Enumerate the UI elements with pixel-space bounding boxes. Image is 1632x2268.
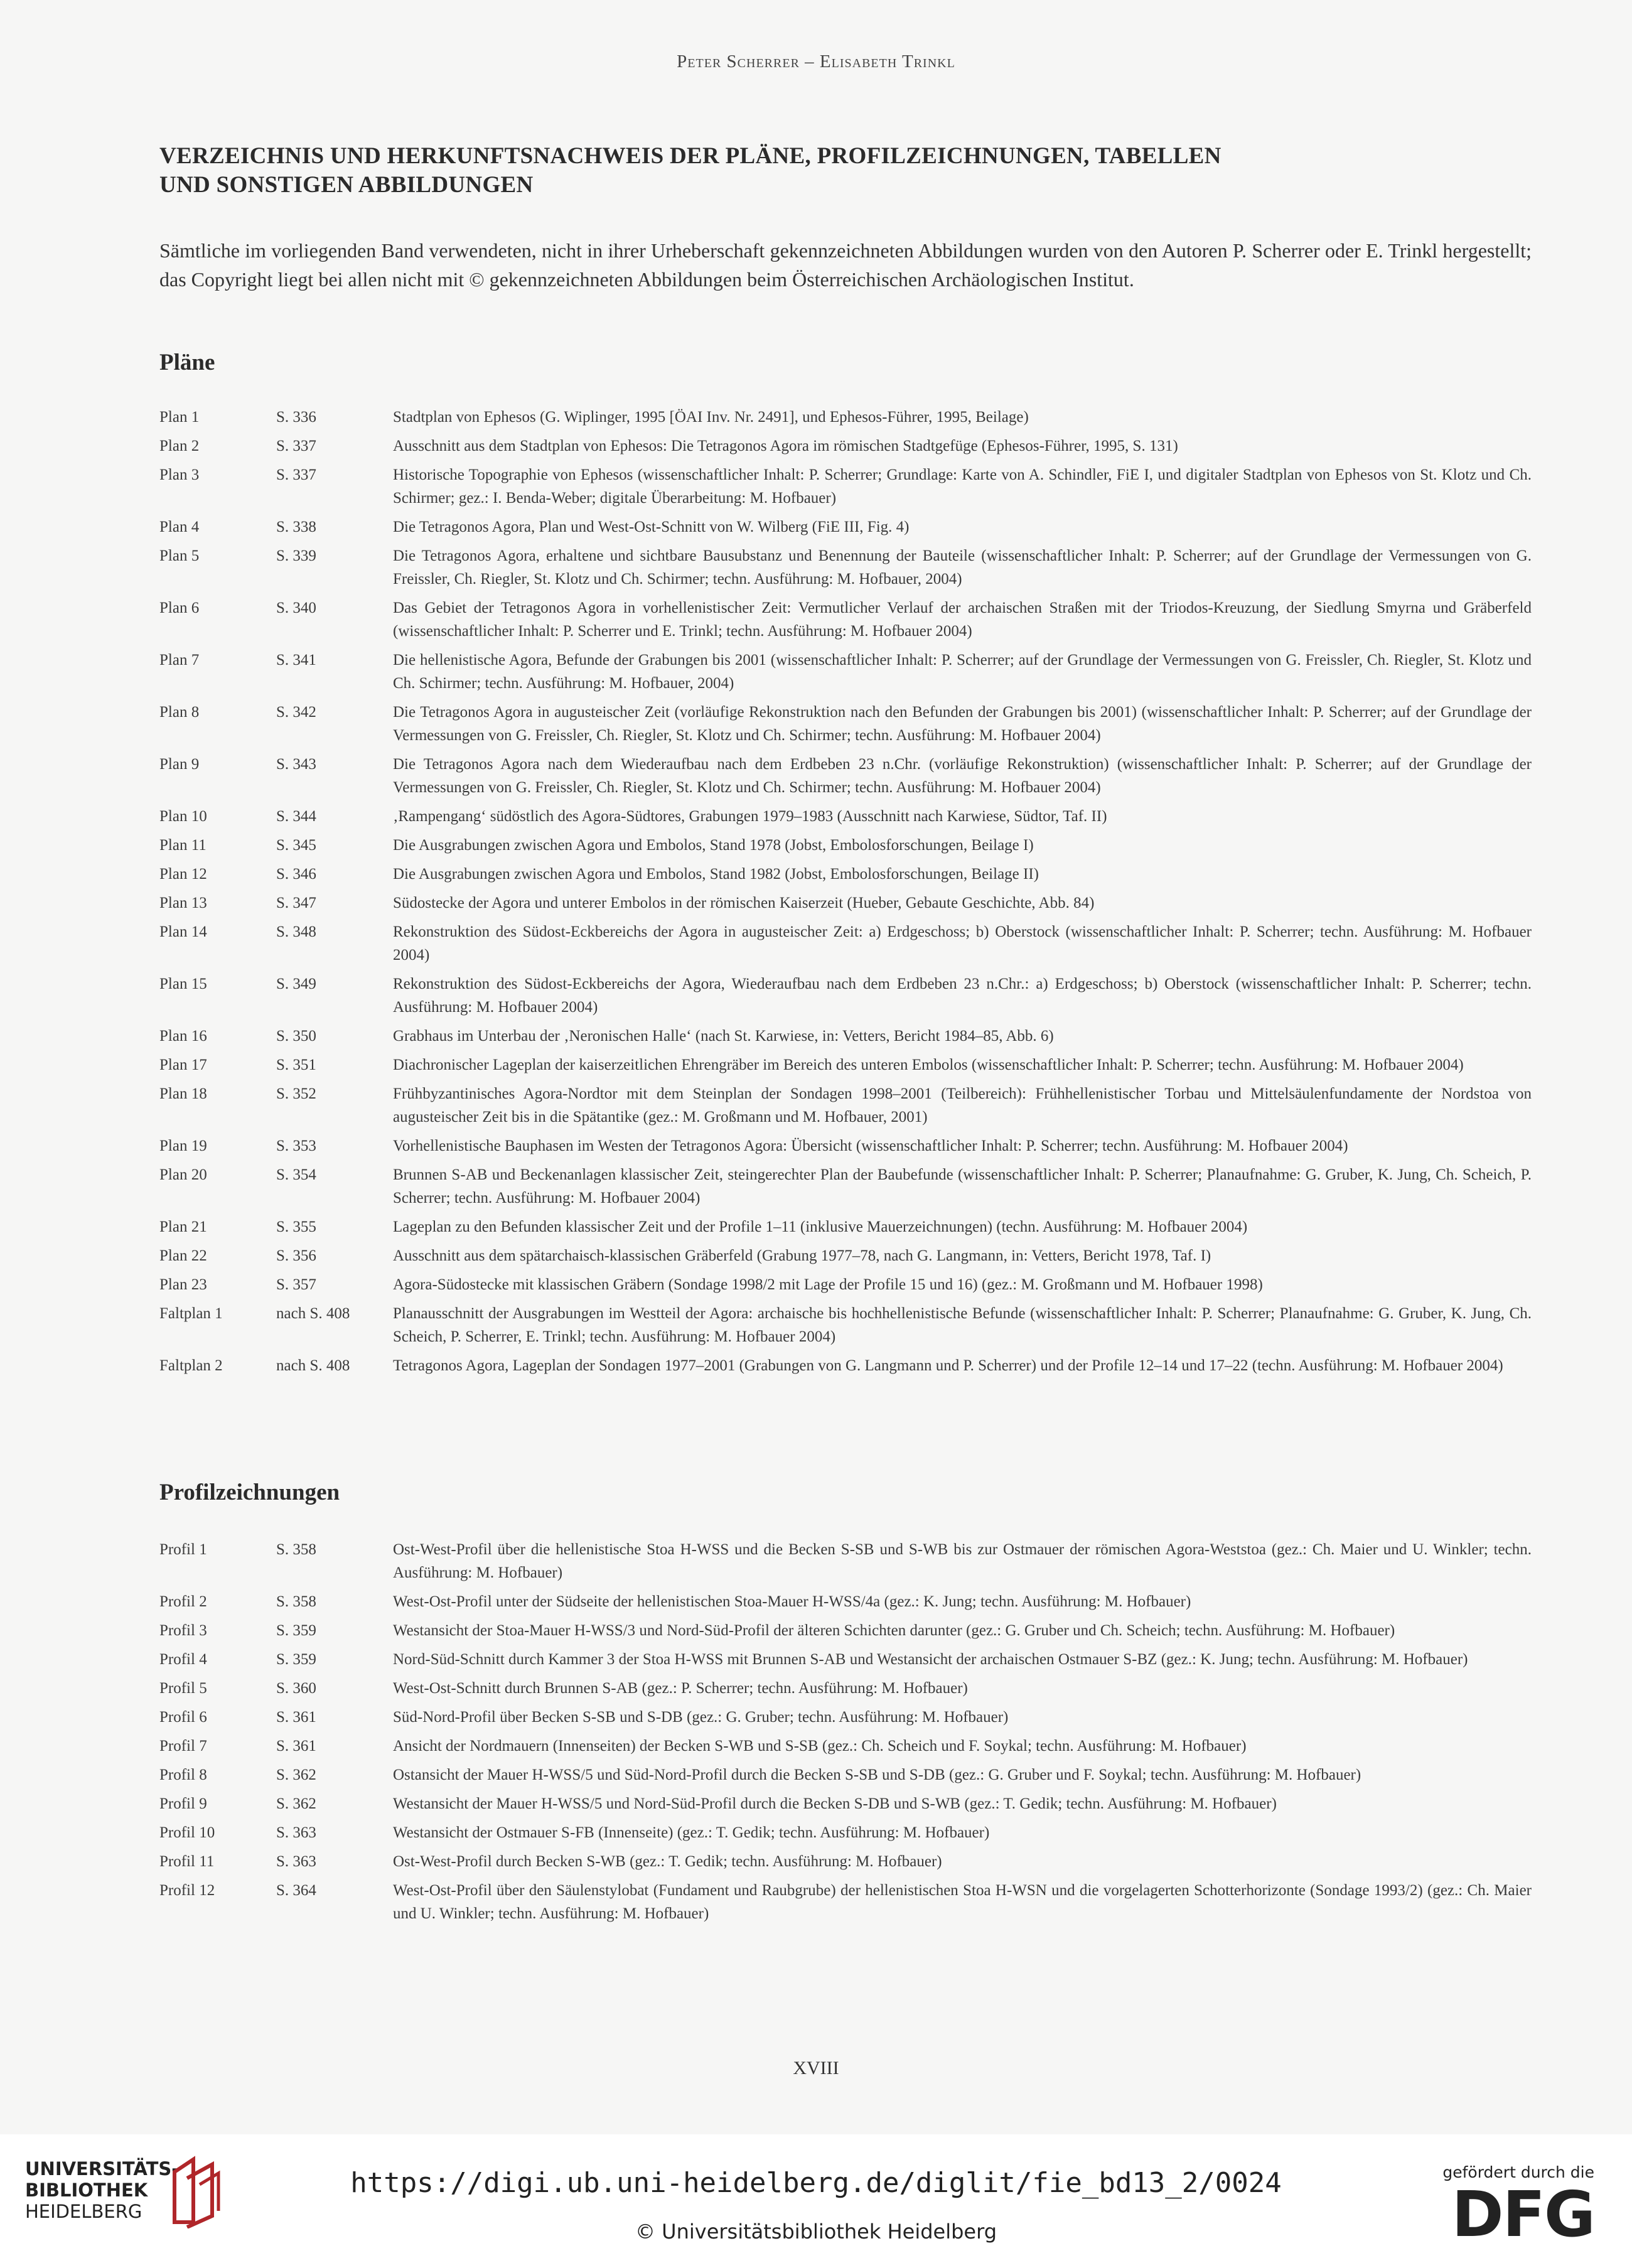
entry-label: Plan 23 (159, 1276, 207, 1293)
entry-page-ref: S. 363 (276, 1853, 316, 1870)
profil-entry (159, 1879, 1532, 1925)
entry-description: Die Tetragonos Agora nach dem Wiederaufbau nach dem Erdbeben 23 n.Chr. (vorläufige Rekonstruktion) (wissenschaftlicher Inhalt: P. Scherrer; auf der Grundlage der Vermessungen von G. Freissler, Ch. Riegler, St. Klotz und Ch. Schirmer; techn. Ausführung: M. Hofbauer 2004) (393, 756, 1532, 796)
profil-entry (159, 1763, 1532, 1787)
plan-entry (159, 863, 1532, 886)
entry-description: Die Ausgrabungen zwischen Agora und Embolos, Stand 1982 (Jobst, Embolosforschungen, Beilage II) (393, 866, 1039, 883)
plan-entry (159, 1163, 1532, 1210)
entry-description: Rekonstruktion des Südost-Eckbereichs der Agora in augusteischer Zeit: a) Erdgeschoss; b) Oberstock (wissenschaftlicher Inhalt: P. Scherrer; techn. Ausführung: M. Hofbauer 2004) (393, 923, 1532, 964)
permalink-url[interactable]: https://digi.ub.uni-heidelberg.de/diglit/fie_bd13_2/0024 (350, 2167, 1282, 2199)
entry-page-ref: S. 345 (276, 837, 316, 854)
entry-page-ref: S. 360 (276, 1680, 316, 1697)
entry-page-ref: S. 346 (276, 866, 316, 883)
entry-label: Plan 20 (159, 1166, 207, 1183)
plan-entry (159, 1244, 1532, 1267)
entry-label: Plan 8 (159, 704, 200, 721)
entry-label: Plan 12 (159, 866, 207, 883)
profil-entry (159, 1677, 1532, 1700)
entry-description: ‚Rampengang‘ südöstlich des Agora-Südtores, Grabungen 1979–1983 (Ausschnitt nach Karwiese, Südtor, Taf. II) (393, 808, 1107, 825)
profil-entry (159, 1850, 1532, 1873)
plan-entry (159, 805, 1532, 828)
entry-description: Die hellenistische Agora, Befunde der Grabungen bis 2001 (wissenschaftlicher Inhalt: P. Scherrer; auf der Grundlage der Vermessungen von G. Freissler, Ch. Riegler, St. Klotz und Ch. Schirmer; techn. Ausführung: M. Hofbauer, 2004) (393, 652, 1532, 692)
plan-entry (159, 515, 1532, 539)
entry-description: West-Ost-Profil unter der Südseite der hellenistischen Stoa-Mauer H-WSS/4a (gez.: K. Jung; techn. Ausführung: M. Hofbauer) (393, 1593, 1191, 1610)
entry-page-ref: S. 359 (276, 1651, 316, 1668)
entry-label: Profil 1 (159, 1541, 207, 1558)
profil-entry (159, 1619, 1532, 1642)
viewer-footer (0, 2134, 1632, 2268)
entry-description: Frühbyzantinisches Agora-Nordtor mit dem Steinplan der Sondagen 1998–2001 (Teilbereich): Frühhellenistischer Torbau und Mittelsäulenfundamente der Nordstoa von augusteischer Zeit bis in die Spätantike (gez.: M. Großmann und M. Hofbauer, 2001) (393, 1085, 1532, 1126)
entry-label: Profil 5 (159, 1680, 207, 1697)
entry-label: Faltplan 2 (159, 1357, 223, 1374)
profil-entry (159, 1590, 1532, 1613)
entry-label: Plan 18 (159, 1085, 207, 1102)
entry-description: Historische Topographie von Ephesos (wissenschaftlicher Inhalt: P. Scherrer; Grundlage: Karte von A. Schindler, FiE I, und digitaler Stadtplan von Ephesos von St. Klotz und Ch. Schirmer; gez.: I. Benda-Weber; digitale Überarbeitung: M. Hofbauer) (393, 466, 1532, 507)
entry-label: Plan 13 (159, 895, 207, 911)
library-name-line-2: BIBLIOTHEK (25, 2179, 148, 2201)
entry-description: Rekonstruktion des Südost-Eckbereichs der Agora, Wiederaufbau nach dem Erdbeben 23 n.Chr.: a) Erdgeschoss; b) Oberstock (wissenschaftlicher Inhalt: P. Scherrer; techn. Ausführung: M. Hofbauer 2004) (393, 975, 1532, 1016)
plan-entry (159, 1302, 1532, 1348)
plan-entry (159, 1134, 1532, 1158)
funding-caption: gefördert durch die (1442, 2163, 1594, 2181)
entry-description: Brunnen S-AB und Beckenanlagen klassischer Zeit, steingerechter Plan der Baubefunde (wissenschaftlicher Inhalt: P. Scherrer; Planaufnahme: G. Gruber, K. Jung, Ch. Scheich, P. Scherrer; techn. Ausführung: M. Hofbauer 2004) (393, 1166, 1532, 1207)
entry-label: Plan 3 (159, 466, 200, 483)
profil-entry (159, 1538, 1532, 1584)
plan-entry (159, 834, 1532, 857)
entry-page-ref: S. 350 (276, 1028, 316, 1045)
copyright-notice: © Universitätsbibliothek Heidelberg (635, 2220, 997, 2244)
entry-description: Ansicht der Nordmauern (Innenseiten) der Becken S-WB und S-SB (gez.: Ch. Scheich und F. Soykal; techn. Ausführung: M. Hofbauer) (393, 1738, 1247, 1755)
plan-entry (159, 1053, 1532, 1077)
entry-page-ref: S. 343 (276, 756, 316, 773)
entry-label: Profil 6 (159, 1709, 207, 1726)
entry-page-ref: S. 363 (276, 1824, 316, 1841)
entry-description: Vorhellenistische Bauphasen im Westen der Tetragonos Agora: Übersicht (wissenschaftlicher Inhalt: P. Scherrer; techn. Ausführung: M. Hofbauer 2004) (393, 1137, 1348, 1154)
entry-page-ref: S. 351 (276, 1056, 316, 1073)
page-title (159, 142, 1540, 200)
entry-label: Profil 10 (159, 1824, 215, 1841)
entry-label: Plan 10 (159, 808, 207, 825)
entry-description: Tetragonos Agora, Lageplan der Sondagen 1977–2001 (Grabungen von G. Langmann und P. Scherrer) und der Profile 12–14 und 17–22 (techn. Ausführung: M. Hofbauer 2004) (393, 1357, 1503, 1374)
entry-description: Ausschnitt aus dem Stadtplan von Ephesos: Die Tetragonos Agora im römischen Stadtgefüge (Ephesos-Führer, 1995, S. 131) (393, 438, 1178, 454)
entry-description: Ost-West-Profil über die hellenistische Stoa H-WSS und die Becken S-SB und S-WB bis zur Ostmauer der römischen Agora-Weststoa (gez.: Ch. Maier und U. Winkler; techn. Ausführung: M. Hofbauer) (393, 1541, 1532, 1581)
entry-page-ref: S. 358 (276, 1593, 316, 1610)
entry-description: Das Gebiet der Tetragonos Agora in vorhellenistischer Zeit: Vermutlicher Verlauf der archaischen Straßen mit der Triodos-Kreuzung, der Siedlung Smyrna und Gräberfeld (wissenschaftlicher Inhalt: P. Scherrer und E. Trinkl; techn. Ausführung: M. Hofbauer 2004) (393, 599, 1532, 640)
entry-label: Plan 15 (159, 975, 207, 992)
entry-page-ref: S. 354 (276, 1166, 316, 1183)
entry-description: Stadtplan von Ephesos (G. Wiplinger, 1995 [ÖAI Inv. Nr. 2491], und Ephesos-Führer, 1995, Beilage) (393, 409, 1029, 426)
entry-page-ref: S. 337 (276, 466, 316, 483)
section-heading-plaene: Pläne (159, 350, 215, 375)
plan-entry (159, 1215, 1532, 1239)
plan-entry (159, 753, 1532, 799)
plan-entry (159, 1024, 1532, 1048)
entry-description: Die Tetragonos Agora, erhaltene und sichtbare Bausubstanz und Benennung der Bauteile (wissenschaftlicher Inhalt: P. Scherrer; auf der Grundlage der Vermessungen von G. Freissler, Ch. Riegler, St. Klotz und Ch. Schirmer; techn. Ausführung: M. Hofbauer, 2004) (393, 547, 1532, 588)
plan-entry (159, 544, 1532, 591)
plan-entry (159, 701, 1532, 747)
entry-page-ref: S. 357 (276, 1276, 316, 1293)
entry-page-ref: S. 344 (276, 808, 316, 825)
entry-description: Süd-Nord-Profil über Becken S-SB und S-DB (gez.: G. Gruber; techn. Ausführung: M. Hofbauer) (393, 1709, 1009, 1726)
entry-label: Profil 4 (159, 1651, 207, 1668)
entry-description: Westansicht der Mauer H-WSS/5 und Nord-Süd-Profil durch die Becken S-DB und S-WB (gez.: T. Gedik; techn. Ausführung: M. Hofbauer) (393, 1795, 1277, 1812)
entry-label: Profil 7 (159, 1738, 207, 1755)
entry-label: Plan 9 (159, 756, 200, 773)
entry-label: Faltplan 1 (159, 1305, 223, 1322)
plan-entry (159, 406, 1532, 429)
entry-description: Ausschnitt aus dem spätarchaisch-klassischen Gräberfeld (Grabung 1977–78, nach G. Langmann, in: Vetters, Bericht 1978, Taf. I) (393, 1247, 1211, 1264)
entry-page-ref: S. 353 (276, 1137, 316, 1154)
entry-page-ref: S. 341 (276, 652, 316, 669)
title-line-1: VERZEICHNIS UND HERKUNFTSNACHWEIS DER PLÄNE, PROFILZEICHNUNGEN, TABELLEN (159, 143, 1221, 169)
entry-description: Agora-Südostecke mit klassischen Gräbern (Sondage 1998/2 mit Lage der Profile 15 und 16) (gez.: M. Großmann und M. Hofbauer 1998) (393, 1276, 1263, 1293)
plan-entry (159, 596, 1532, 643)
entry-label: Plan 16 (159, 1028, 207, 1045)
entry-label: Plan 17 (159, 1056, 207, 1073)
entry-description: Ost-West-Profil durch Becken S-WB (gez.: T. Gedik; techn. Ausführung: M. Hofbauer) (393, 1853, 942, 1870)
profil-entry (159, 1734, 1532, 1758)
entry-page-ref: nach S. 408 (276, 1357, 350, 1374)
entry-description: Westansicht der Stoa-Mauer H-WSS/3 und Nord-Süd-Profil der älteren Schichten darunter (gez.: G. Gruber und Ch. Scheich; techn. Ausführung: M. Hofbauer) (393, 1622, 1395, 1639)
entry-description: Planausschnitt der Ausgrabungen im Westteil der Agora: archaische bis hochhellenistische Befunde (wissenschaftlicher Inhalt: P. Scherrer; Planaufnahme: G. Gruber, K. Jung, Ch. Scheich, P. Scherrer, E. Trinkl; techn. Ausführung: M. Hofbauer 2004) (393, 1305, 1532, 1345)
plan-entry (159, 1273, 1532, 1296)
entry-page-ref: S. 359 (276, 1622, 316, 1639)
section-heading-profilzeichnungen: Profilzeichnungen (159, 1480, 340, 1505)
entry-page-ref: S. 339 (276, 547, 316, 564)
entry-description: West-Ost-Schnitt durch Brunnen S-AB (gez.: P. Scherrer; techn. Ausführung: M. Hofbauer) (393, 1680, 968, 1697)
entry-label: Plan 2 (159, 438, 200, 454)
profile-list (159, 1538, 1532, 1931)
entry-page-ref: S. 352 (276, 1085, 316, 1102)
entry-description: Nord-Süd-Schnitt durch Kammer 3 der Stoa H-WSS mit Brunnen S-AB und Westansicht der archaischen Ostmauer S-BZ (gez.: K. Jung; techn. Ausführung: M. Hofbauer) (393, 1651, 1468, 1668)
entry-page-ref: S. 364 (276, 1882, 316, 1899)
dfg-logo[interactable]: DFG (1451, 2178, 1594, 2251)
entry-description: West-Ost-Profil über den Säulenstylobat (Fundament und Raubgrube) der hellenistischen Stoa H-WSN und die vorgelagerten Schotterhorizonte (Sondage 1993/2) (gez.: Ch. Maier und U. Winkler; techn. Ausführung: M. Hofbauer) (393, 1882, 1532, 1922)
library-name-line-1: UNIVERSITÄTS- (25, 2158, 180, 2179)
entry-page-ref: S. 348 (276, 923, 316, 940)
plan-entry (159, 1082, 1532, 1129)
entry-description: Südostecke der Agora und unterer Embolos in der römischen Kaiserzeit (Hueber, Gebaute Geschichte, Abb. 84) (393, 895, 1095, 911)
entry-page-ref: S. 337 (276, 438, 316, 454)
entry-description: Die Tetragonos Agora in augusteischer Zeit (vorläufige Rekonstruktion nach den Befunden der Grabungen bis 2001) (wissenschaftlicher Inhalt: P. Scherrer; auf der Grundlage der Vermessungen von G. Freissler, Ch. Riegler, St. Klotz und Ch. Schirmer; techn. Ausführung: M. Hofbauer 2004) (393, 704, 1532, 744)
plan-entry (159, 891, 1532, 915)
entry-label: Plan 21 (159, 1218, 207, 1235)
entry-label: Plan 7 (159, 652, 200, 669)
entry-label: Profil 8 (159, 1766, 207, 1783)
plan-entry (159, 434, 1532, 458)
running-head: Peter Scherrer – Elisabeth Trinkl (677, 51, 955, 72)
profil-entry (159, 1792, 1532, 1815)
entry-label: Plan 14 (159, 923, 207, 940)
entry-label: Profil 3 (159, 1622, 207, 1639)
entry-label: Profil 2 (159, 1593, 207, 1610)
entry-label: Plan 6 (159, 599, 200, 616)
entry-page-ref: S. 336 (276, 409, 316, 426)
plan-entry (159, 463, 1532, 510)
entry-page-ref: S. 338 (276, 519, 316, 535)
entry-page-ref: S. 347 (276, 895, 316, 911)
entry-page-ref: S. 361 (276, 1709, 316, 1726)
entry-page-ref: S. 356 (276, 1247, 316, 1264)
entry-page-ref: nach S. 408 (276, 1305, 350, 1322)
entry-label: Plan 11 (159, 837, 207, 854)
entry-label: Plan 22 (159, 1247, 207, 1264)
entry-description: Diachronischer Lageplan der kaiserzeitlichen Ehrengräber im Bereich des unteren Embolos (wissenschaftlicher Inhalt: P. Scherrer; techn. Ausführung: M. Hofbauer 2004) (393, 1056, 1464, 1073)
entry-label: Profil 11 (159, 1853, 215, 1870)
entry-page-ref: S. 362 (276, 1795, 316, 1812)
entry-label: Plan 1 (159, 409, 200, 426)
profil-entry (159, 1706, 1532, 1729)
entry-description: Ostansicht der Mauer H-WSS/5 und Süd-Nord-Profil durch die Becken S-SB und S-DB (gez.: G. Gruber und F. Soykal; techn. Ausführung: M. Hofbauer) (393, 1766, 1361, 1783)
intro-paragraph: Sämtliche im vorliegenden Band verwendeten, nicht in ihrer Urheberschaft gekennzeichneten Abbildungen wurden von den Autoren P. Scherrer oder E. Trinkl hergestellt; das Copyright liegt bei allen nicht mit © gekennzeichneten Abbildungen beim Österreichischen Archäologischen Institut. (159, 239, 1532, 291)
entry-description: Westansicht der Ostmauer S-FB (Innenseite) (gez.: T. Gedik; techn. Ausführung: M. Hofbauer) (393, 1824, 990, 1841)
entry-page-ref: S. 355 (276, 1218, 316, 1235)
plan-entry (159, 920, 1532, 967)
entry-page-ref: S. 340 (276, 599, 316, 616)
entry-label: Plan 5 (159, 547, 200, 564)
entry-page-ref: S. 361 (276, 1738, 316, 1755)
plan-entry (159, 1354, 1532, 1377)
entry-description: Die Tetragonos Agora, Plan und West-Ost-Schnitt von W. Wilberg (FiE III, Fig. 4) (393, 519, 910, 535)
page-number: XVIII (793, 2058, 839, 2078)
entry-label: Profil 12 (159, 1882, 215, 1899)
entry-page-ref: S. 349 (276, 975, 316, 992)
plan-entry (159, 972, 1532, 1019)
entry-description: Grabhaus im Unterbau der ‚Neronischen Halle‘ (nach St. Karwiese, in: Vetters, Bericht 1984–85, Abb. 6) (393, 1028, 1054, 1045)
entry-page-ref: S. 342 (276, 704, 316, 721)
plaene-list (159, 406, 1532, 1383)
entry-description: Die Ausgrabungen zwischen Agora und Embolos, Stand 1978 (Jobst, Embolosforschungen, Beilage I) (393, 837, 1034, 854)
entry-label: Plan 4 (159, 519, 200, 535)
library-name-line-3: HEIDELBERG (25, 2201, 142, 2222)
entry-description: Lageplan zu den Befunden klassischer Zeit und der Profile 1–11 (inklusive Mauerzeichnungen) (techn. Ausführung: M. Hofbauer 2004) (393, 1218, 1248, 1235)
profil-entry (159, 1648, 1532, 1671)
profil-entry (159, 1821, 1532, 1844)
title-line-2: UND SONSTIGEN ABBILDUNGEN (159, 172, 534, 198)
entry-page-ref: S. 358 (276, 1541, 316, 1558)
entry-label: Profil 9 (159, 1795, 207, 1812)
entry-label: Plan 19 (159, 1137, 207, 1154)
plan-entry (159, 648, 1532, 695)
entry-page-ref: S. 362 (276, 1766, 316, 1783)
